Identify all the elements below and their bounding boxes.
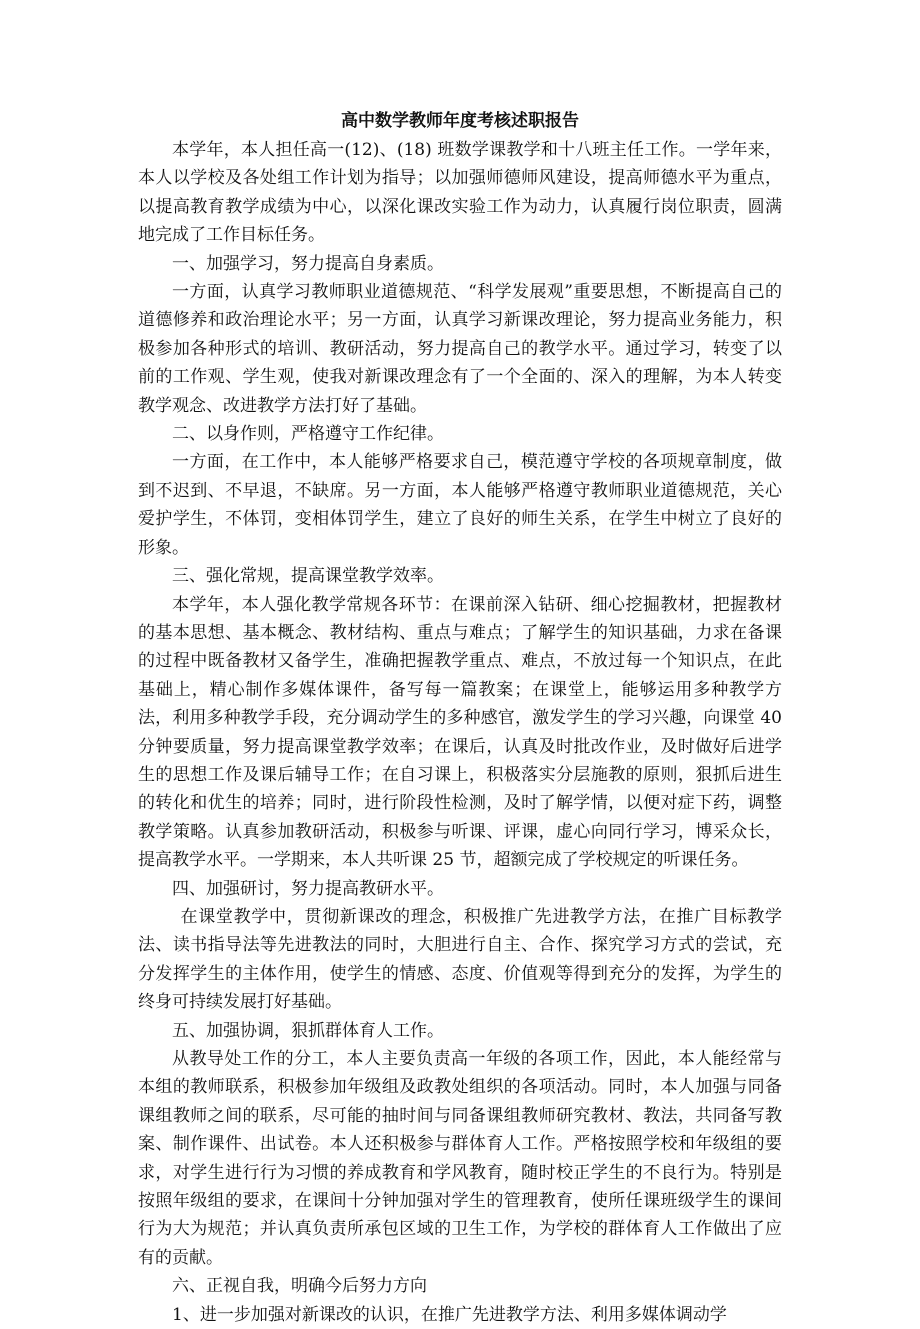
section-heading-2: 二、以身作则，严格遵守工作纪律。: [172, 424, 444, 445]
section-heading-1: 一、加强学习，努力提高自身素质。: [172, 253, 444, 274]
paragraph-1: 一方面，认真学习教师职业道德规范、“科学发展观”重要思想，不断提高自己的道德修养和政治理论水平；另一方面，认真学习新课改理论，努力提高业务能力，积极参加各种形式的培训、教研活动，努力提高自己的教学水平。通过学习，转变了以前的工作观、学生观，使我对新课改理念有了一个全面的、深入的理解，为本人转变教学观念、改进教学方法打好了基础。: [138, 282, 782, 416]
document-title: 高中数学教师年度考核述职报告: [341, 111, 579, 131]
section-heading-3: 三、强化常规，提高课堂教学效率。: [172, 566, 444, 587]
paragraph-6: 1、进一步加强对新课改的认识，在推广先进教学方法、利用多媒体调动学: [172, 1304, 727, 1325]
document-page: [138, 108, 782, 1329]
section-heading-6: 六、正视自我，明确今后努力方向: [172, 1276, 427, 1297]
paragraph-intro: 本学年，本人担任高一(12)、(18) 班数学课教学和十八班主任工作。一学年来，本人以学校及各处组工作计划为指导；以加强师德师风建设，提高师德水平为重点，以提高教育教学成绩为中心，以深化课改实验工作为动力，认真履行岗位职责，圆满地完成了工作目标任务。: [138, 140, 782, 246]
paragraph-2: 一方面，在工作中，本人能够严格要求自己，模范遵守学校的各项规章制度，做到不迟到、不早退，不缺席。另一方面，本人能够严格遵守教师职业道德规范，关心爱护学生，不体罚，变相体罚学生，建立了良好的师生关系，在学生中树立了良好的形象。: [138, 452, 782, 558]
paragraph-5: 从教导处工作的分工，本人主要负责高一年级的各项工作，因此，本人能经常与本组的教师联系，积极参加年级组及政教处组织的各项活动。同时，本人加强与同备课组教师之间的联系，尽可能的抽时间与同备课组教师研究教材、教法，共同备写教案、制作课件、出试卷。本人还积极参与群体育人工作。严格按照学校和年级组的要求，对学生进行行为习惯的养成教育和学风教育，随时校正学生的不良行为。特别是按照年级组的要求，在课间十分钟加强对学生的管理教育，使所任课班级学生的课间行为大为规范；并认真负责所承包区域的卫生工作，为学校的群体育人工作做出了应有的贡献。: [138, 1049, 782, 1268]
paragraph-4: 在课堂教学中，贯彻新课改的理念，积极推广先进教学方法，在推广目标教学法、读书指导法等先进教法的同时，大胆进行自主、合作、探究学习方式的尝试，充分发挥学生的主体作用，使学生的情感、态度、价值观等得到充分的发挥，为学生的终身可持续发展打好基础。: [138, 906, 782, 1013]
paragraph-3: 本学年，本人强化教学常规各环节：在课前深入钻研、细心挖掘教材，把握教材的基本思想、基本概念、教材结构、重点与难点；了解学生的知识基础，力求在备课的过程中既备教材又备学生，准确把握教学重点、难点，不放过每一个知识点，在此基础上，精心制作多媒体课件，备写每一篇教案；在课堂上，能够运用多种教学方法，利用多种教学手段，充分调动学生的多种感官，激发学生的学习兴趣，向课堂 40 分钟要质量，努力提高课堂教学效率；在课后，认真及时批改作业，及时做好后进学生的思想工作及课后辅导工作；在自习课上，积极落实分层施教的原则，狠抓后进生的转化和优生的培养；同时，进行阶段性检测，及时了解学情，以便对症下药，调整教学策略。认真参加教研活动，积极参与听课、评课，虚心向同行学习，博采众长，提高教学水平。一学期来，本人共听课 25 节，超额完成了学校规定的听课任务。: [138, 594, 782, 871]
section-heading-5: 五、加强协调，狠抓群体育人工作。: [172, 1020, 444, 1041]
section-heading-4: 四、加强研讨，努力提高教研水平。: [172, 878, 444, 899]
